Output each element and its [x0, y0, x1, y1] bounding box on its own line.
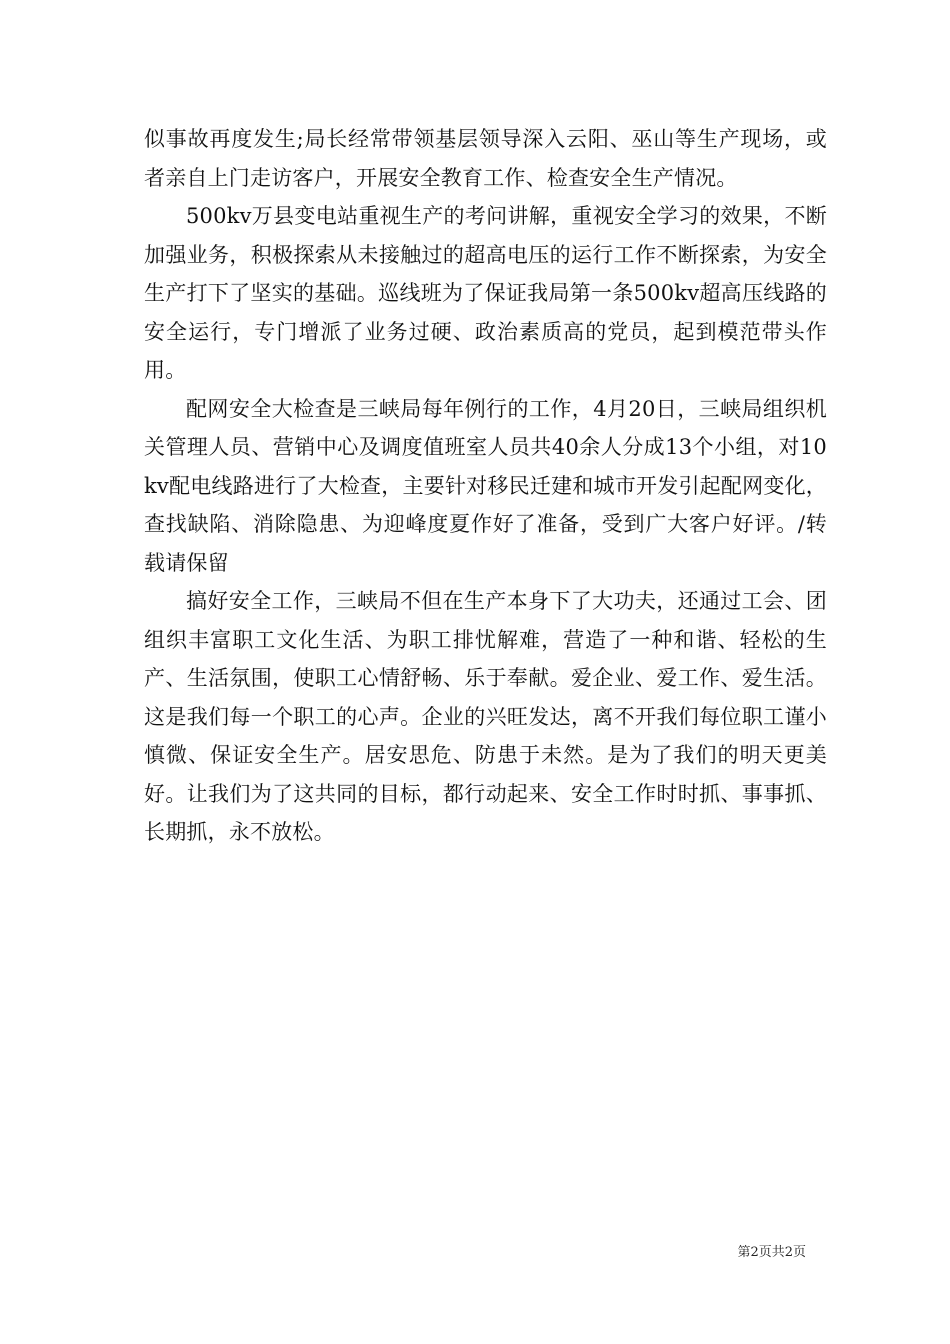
paragraph-2: 500kv万县变电站重视生产的考问讲解，重视安全学习的效果，不断加强业务，积极探索从未接触过的超高电压的运行工作不断探索，为安全生产打下了坚实的基础。巡线班为了保证我局第一条500kv超高压线路的安全运行，专门增派了业务过硬、政治素质高的党员，起到模范带头作用。 [144, 204, 827, 382]
paragraph-3: 配网安全大检查是三峡局每年例行的工作，4月20日，三峡局组织机关管理人员、营销中心及调度值班室人员共40余人分成13个小组，对10kv配电线路进行了大检查，主要针对移民迁建和城市开发引起配网变化，查找缺陷、消除隐患、为迎峰度夏作好了准备，受到广大客户好评。/转载请保留 [144, 396, 827, 575]
paragraph-4: 搞好安全工作，三峡局不但在生产本身下了大功夫，还通过工会、团组织丰富职工文化生活、为职工排忧解难，营造了一种和谐、轻松的生产、生活氛围，使职工心情舒畅、乐于奉献。爱企业、爱工作、爱生活。这是我们每一个职工的心声。企业的兴旺发达，离不开我们每位职工谨小慎微、保证安全生产。居安思危、防患于未然。是为了我们的明天更美好。让我们为了这共同的目标，都行动起来、安全工作时时抓、事事抓、长期抓，永不放松。 [144, 589, 827, 844]
paragraph-1: 似事故再度发生;局长经常带领基层领导深入云阳、巫山等生产现场，或者亲自上门走访客户，开展安全教育工作、检查安全生产情况。 [144, 127, 827, 190]
page-number-label: 第2页共2页 [737, 1245, 806, 1260]
page-number-footer [737, 1244, 806, 1262]
document-body [144, 120, 827, 852]
